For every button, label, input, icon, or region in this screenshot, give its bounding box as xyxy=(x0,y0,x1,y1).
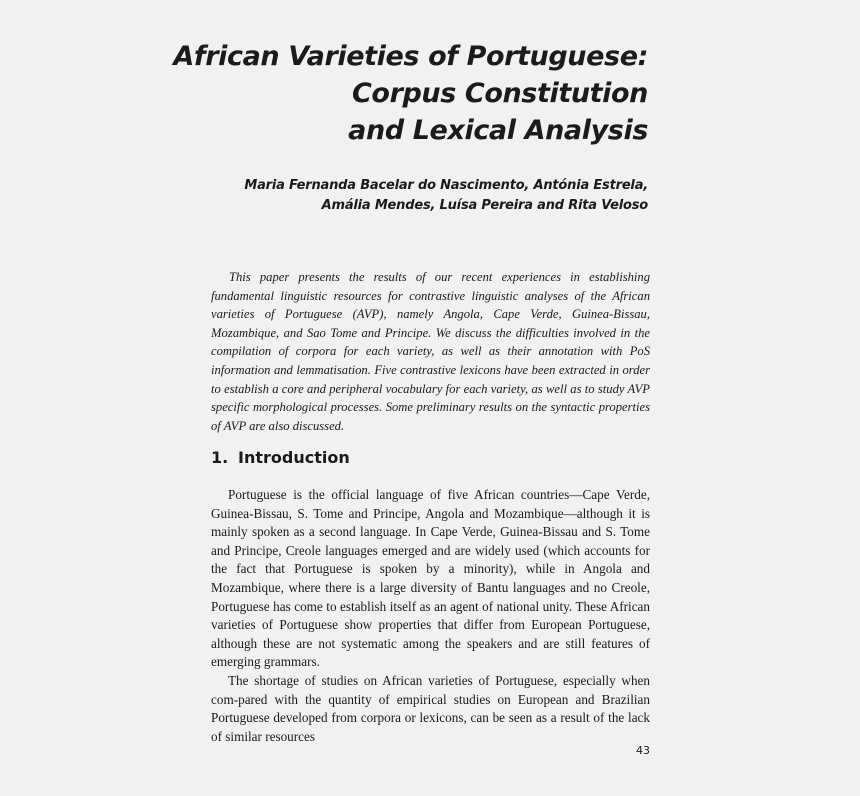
authors-line-1: Maria Fernanda Bacelar do Nascimento, Antónia Estrela, xyxy=(244,178,648,193)
section-heading xyxy=(211,448,350,467)
title-line-2: Corpus Constitution xyxy=(352,78,648,109)
author-list xyxy=(244,176,648,216)
authors-line-2: Amália Mendes, Luísa Pereira and Rita Veloso xyxy=(321,198,648,213)
paper-title xyxy=(173,38,648,149)
body-text xyxy=(211,486,650,746)
section-number: 1. xyxy=(211,448,229,467)
title-line-3: and Lexical Analysis xyxy=(348,115,648,146)
abstract: This paper presents the results of our recent experiences in establishing fundamental linguistic resources for contrastive linguistic analyses of the African varieties of Portuguese (AVP), namely Angola, Cape Verde, Guinea-Bissau, Mozambique, and Sao Tome and Principe. We discuss the difficulties involved in the compilation of corpora for each variety, as well as their annotation with PoS information and lemmatisation. Five contrastive lexicons have been extracted in order to establish a core and peripheral vocabulary for each variety, as well as to study AVP specific morphological processes. Some preliminary results on the syntactic properties of AVP are also discussed. xyxy=(211,270,650,433)
title-line-1: African Varieties of Portuguese: xyxy=(173,41,648,72)
page-number: 43 xyxy=(636,744,650,757)
body-paragraph-1: Portuguese is the official language of five African countries—Cape Verde, Guinea-Bissau, S. Tome and Principe, Angola and Mozambique—although it is mainly spoken as a second language. In Cape Verde, Guinea-Bissau and S. Tome and Principe, Creole languages emerged and are widely used (which accounts for the fact that Portuguese is spoken by a minority), while in Angola and Mozambique, where there is a large diversity of Bantu languages and no Creole, Portuguese has come to establish itself as an agent of national unity. These African varieties of Portuguese show properties that differ from European Portuguese, although these are not systematic among the speakers and are still features of emerging grammars. xyxy=(211,487,650,670)
section-title: Introduction xyxy=(238,448,350,467)
body-paragraph-2: The shortage of studies on African varieties of Portuguese, especially when com-pared with the quantity of empirical studies on European and Brazilian Portuguese developed from corpora or lexicons, can be seen as a result of the lack of similar resources xyxy=(211,672,650,744)
